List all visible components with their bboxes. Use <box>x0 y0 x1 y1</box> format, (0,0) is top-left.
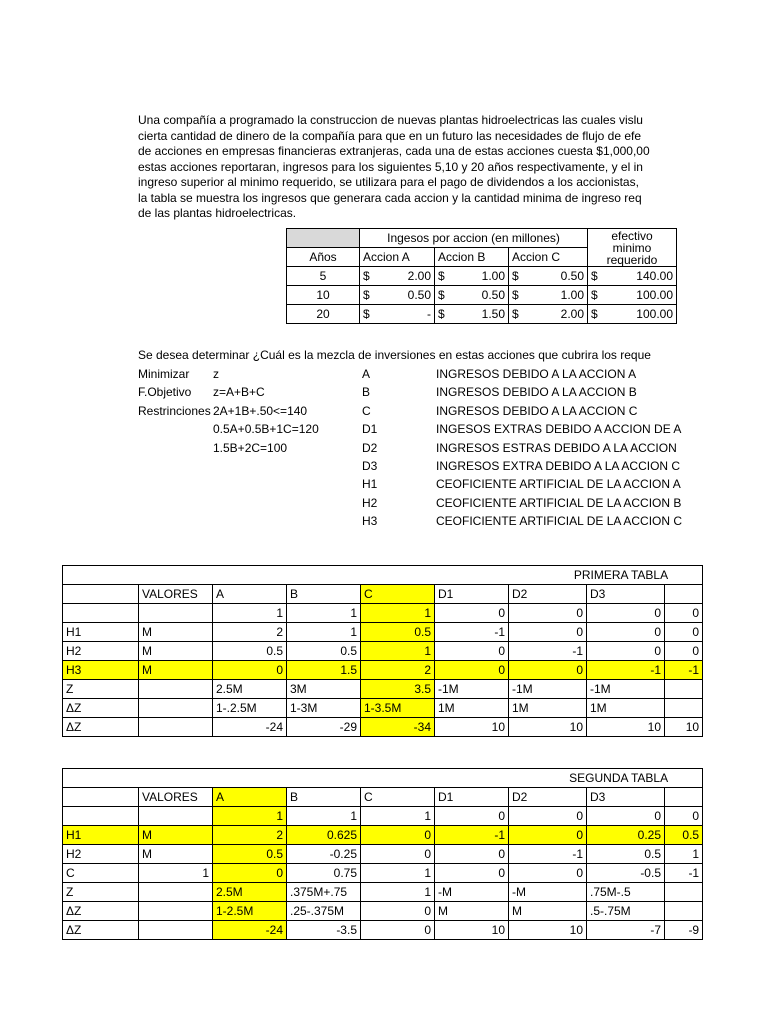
segunda-tabla <box>62 768 700 940</box>
table-cell: 5 <box>287 267 360 286</box>
table-cell: 10 <box>435 718 509 737</box>
table-cell: 0 <box>665 623 703 642</box>
table-row <box>63 585 703 604</box>
table-cell: ΔZ <box>63 921 139 940</box>
table-cell: 1.5 <box>287 661 361 680</box>
table-cell: 0 <box>665 604 703 623</box>
table-cell: 0 <box>509 661 587 680</box>
table-cell: 0.5 <box>665 826 703 845</box>
table-title: SEGUNDA TABLA <box>63 769 703 788</box>
table-cell: B <box>287 585 361 604</box>
accion-b-header: Accion B <box>435 248 509 267</box>
table-cell: ΔZ <box>63 699 139 718</box>
table-cell: 2.5M <box>213 680 287 699</box>
table-cell: ΔZ <box>63 902 139 921</box>
table-cell: 1 <box>361 864 435 883</box>
table-cell: 0 <box>665 807 703 826</box>
table-cell: -24 <box>213 718 287 737</box>
table-cell: 1 <box>287 623 361 642</box>
table-cell: $ 1.50 <box>435 305 509 324</box>
table-row <box>63 680 703 699</box>
table-cell: 3.5 <box>361 680 435 699</box>
table-cell: -1 <box>509 845 587 864</box>
table-cell: VALORES <box>139 585 213 604</box>
table-cell: -1M <box>587 680 665 699</box>
table-row <box>63 604 703 623</box>
table-cell: 0 <box>435 642 509 661</box>
table-cell: 10 <box>509 718 587 737</box>
table-cell <box>139 718 213 737</box>
table-cell: 0 <box>587 623 665 642</box>
table-cell: -1 <box>587 661 665 680</box>
table-cell: 0 <box>509 623 587 642</box>
table-row <box>63 699 703 718</box>
table-cell: M <box>509 902 587 921</box>
table-cell: 10 <box>665 718 703 737</box>
table-cell: D1 <box>435 585 509 604</box>
ingresos-table <box>286 228 673 324</box>
table-cell <box>63 585 139 604</box>
table-cell: 0 <box>587 604 665 623</box>
table-cell: $ 100.00 <box>588 286 677 305</box>
table-cell: -1 <box>435 826 509 845</box>
table-cell: C <box>361 585 435 604</box>
table-cell: 0 <box>361 902 435 921</box>
table-cell: 1 <box>361 807 435 826</box>
table-cell <box>665 902 703 921</box>
table-cell: 3M <box>287 680 361 699</box>
table-cell: -M <box>509 883 587 902</box>
table-cell: 0 <box>509 864 587 883</box>
table-cell: -24 <box>213 921 287 940</box>
table-cell: D2 <box>509 585 587 604</box>
table-cell: 1 <box>213 604 287 623</box>
income-row <box>287 286 677 305</box>
table-cell <box>665 788 703 807</box>
table-cell: 0 <box>509 807 587 826</box>
table-cell: C <box>63 864 139 883</box>
table-cell: M <box>139 826 213 845</box>
table-cell: 0.625 <box>287 826 361 845</box>
table-cell <box>665 699 703 718</box>
table-cell: $ 2.00 <box>509 305 588 324</box>
min-cash-header: efectivo minimo requerido <box>588 229 677 267</box>
table-cell: -1 <box>665 864 703 883</box>
table-cell: 1M <box>435 699 509 718</box>
table-cell: -1 <box>665 661 703 680</box>
table-cell: $ 0.50 <box>360 286 435 305</box>
table-cell: 1 <box>361 604 435 623</box>
table-cell: $ 1.00 <box>435 267 509 286</box>
table-cell <box>665 680 703 699</box>
primera-tabla <box>62 565 700 737</box>
table-cell: 0 <box>435 661 509 680</box>
table-cell: $ - <box>360 305 435 324</box>
model-labels: Minimizar F.Objetivo Restrinciones <box>138 367 211 418</box>
table-cell: 2.5M <box>213 883 287 902</box>
table-row <box>63 845 703 864</box>
table-cell: $ 1.00 <box>509 286 588 305</box>
intro-line: Una compañía a programado la construccion de nuevas plantas hidroelectricas las cuales vislu <box>138 113 643 127</box>
table-cell: 1M <box>509 699 587 718</box>
intro-line: estas acciones reportaran, ingresos para los siguientes 5,10 y 20 años respectivamente, y el in <box>138 159 643 174</box>
table-cell: 2 <box>361 661 435 680</box>
table-cell: H1 <box>63 826 139 845</box>
table-cell: D1 <box>435 788 509 807</box>
table-cell <box>139 699 213 718</box>
table-cell <box>139 883 213 902</box>
model-expressions: z z=A+B+C 2A+1B+.50<=140 0.5A+0.5B+1C=120 1.5B+2C=100 <box>213 367 319 455</box>
table-cell: 0 <box>213 864 287 883</box>
income-row <box>287 305 677 324</box>
table-row <box>63 623 703 642</box>
table-cell: .375M+.75 <box>287 883 361 902</box>
table-cell: 1-.2.5M <box>213 699 287 718</box>
table-cell: $ 140.00 <box>588 267 677 286</box>
table-cell: C <box>361 788 435 807</box>
table-row <box>63 807 703 826</box>
table-cell: 20 <box>287 305 360 324</box>
table-cell: D2 <box>509 788 587 807</box>
table-cell: 2 <box>213 623 287 642</box>
table-cell: 0.5 <box>213 642 287 661</box>
table-cell: 0 <box>665 642 703 661</box>
table-cell <box>139 680 213 699</box>
table-cell: A <box>213 585 287 604</box>
table-cell: 0 <box>361 845 435 864</box>
table-cell: H2 <box>63 642 139 661</box>
table-cell: 10 <box>435 921 509 940</box>
table-cell: -29 <box>287 718 361 737</box>
table-cell: Z <box>63 680 139 699</box>
table-cell: -0.5 <box>587 864 665 883</box>
table-cell: H1 <box>63 623 139 642</box>
table-cell: M <box>139 642 213 661</box>
table-cell: 10 <box>287 286 360 305</box>
table-cell <box>63 788 139 807</box>
table-cell: VALORES <box>139 788 213 807</box>
table-cell: D3 <box>587 788 665 807</box>
table-cell: -34 <box>361 718 435 737</box>
table-cell <box>665 883 703 902</box>
table-cell: 10 <box>509 921 587 940</box>
table-cell: B <box>287 788 361 807</box>
table-cell: 1 <box>139 864 213 883</box>
table-cell: -M <box>435 883 509 902</box>
intro-line: de las plantas hidroelectricas. <box>138 206 297 220</box>
question-text: Se desea determinar ¿Cuál es la mezcla de inversiones en estas acciones que cubrira los reque <box>138 348 651 362</box>
income-row <box>287 267 677 286</box>
table-cell <box>139 902 213 921</box>
table-cell: A <box>213 788 287 807</box>
table-cell: $ 100.00 <box>588 305 677 324</box>
table-row <box>63 718 703 737</box>
table-cell <box>139 604 213 623</box>
table-cell: 0.25 <box>587 826 665 845</box>
table-row <box>63 902 703 921</box>
table-cell: -1M <box>435 680 509 699</box>
table-cell: 1M <box>587 699 665 718</box>
table-cell <box>63 807 139 826</box>
table-cell: 0.5 <box>361 623 435 642</box>
table-cell: 0.5 <box>587 845 665 864</box>
table-cell: 0 <box>361 921 435 940</box>
table-cell: 0 <box>361 826 435 845</box>
table-cell: 1-3.5M <box>361 699 435 718</box>
blank-header-cell <box>287 229 360 248</box>
table-cell: 2 <box>213 826 287 845</box>
table-cell: $ 0.50 <box>509 267 588 286</box>
table-row <box>63 661 703 680</box>
table-cell: 0.5 <box>213 845 287 864</box>
model-descriptions: INGRESOS DEBIDO A LA ACCION A INGRESOS DEBIDO A LA ACCION B INGRESOS DEBIDO A LA ACCION C INGESOS EXTRAS DEBIDO A ACCION DE A INGRESOS ESTRAS DEBIDO A LA ACCION INGRESOS EXTRA DEBIDO A LA ACCION C CEOFICIENTE ARTIFICIAL DE LA ACCION A CEOFICIENTE ARTIFICIAL DE LA ACCION B CEOFICIENTE ARTIFICIAL DE LA ACCION C <box>436 367 683 529</box>
problem-statement <box>138 113 678 222</box>
table-cell: 0 <box>435 807 509 826</box>
table-cell: 1 <box>287 604 361 623</box>
table-cell: $ 2.00 <box>360 267 435 286</box>
table-cell: 0 <box>213 661 287 680</box>
table-cell: D3 <box>587 585 665 604</box>
table-cell: 1 <box>287 807 361 826</box>
table-row <box>63 826 703 845</box>
intro-line: cierta cantidad de dinero de la compañía para que en un futuro las necesidades de flujo de efe <box>138 128 642 143</box>
table-cell: 0 <box>435 845 509 864</box>
income-group-header: Ingesos por accion (en millones) <box>360 229 588 248</box>
table-cell: -7 <box>587 921 665 940</box>
table-cell: 1 <box>213 807 287 826</box>
table-cell: -0.25 <box>287 845 361 864</box>
accion-a-header: Accion A <box>360 248 435 267</box>
table-title: PRIMERA TABLA <box>63 566 703 585</box>
years-header: Años <box>287 248 360 267</box>
table-cell: 10 <box>587 718 665 737</box>
table-cell: H3 <box>63 661 139 680</box>
table-cell: .5-.75M <box>587 902 665 921</box>
table-cell: 0.75 <box>287 864 361 883</box>
table-cell: $ 0.50 <box>435 286 509 305</box>
table-cell: -1 <box>509 642 587 661</box>
table-cell: M <box>139 661 213 680</box>
table-cell <box>139 921 213 940</box>
table-cell: 0 <box>435 604 509 623</box>
model-variables: A B C D1 D2 D3 H1 H2 H3 <box>362 367 378 529</box>
table-cell: ΔZ <box>63 718 139 737</box>
table-cell: 1-2.5M <box>213 902 287 921</box>
table-row <box>63 864 703 883</box>
table-cell: H2 <box>63 845 139 864</box>
table-cell: 0 <box>435 864 509 883</box>
table-cell: -1 <box>435 623 509 642</box>
table-cell: 1 <box>361 883 435 902</box>
intro-line: la tabla se muestra los ingresos que generara cada accion y la cantidad minima de ingreso req <box>138 190 642 205</box>
table-cell: M <box>139 845 213 864</box>
table-cell: 0.5 <box>287 642 361 661</box>
table-cell: Z <box>63 883 139 902</box>
accion-c-header: Accion C <box>509 248 588 267</box>
table-cell: 0 <box>587 807 665 826</box>
table-cell: 0 <box>587 642 665 661</box>
table-cell: .75M-.5 <box>587 883 665 902</box>
table-cell: 0 <box>509 826 587 845</box>
table-cell: .25-.375M <box>287 902 361 921</box>
table-cell <box>63 604 139 623</box>
table-cell: 1 <box>361 642 435 661</box>
table-cell: -9 <box>665 921 703 940</box>
table-row <box>63 642 703 661</box>
table-cell: -1M <box>509 680 587 699</box>
table-row <box>63 921 703 940</box>
table-cell: M <box>435 902 509 921</box>
table-cell <box>139 807 213 826</box>
table-cell: 1-3M <box>287 699 361 718</box>
intro-line: ingreso superior al minimo requerido, se utilizara para el pago de dividendos a los accionistas, <box>138 175 639 189</box>
table-cell: 1 <box>665 845 703 864</box>
table-cell: 0 <box>509 604 587 623</box>
table-cell <box>665 585 703 604</box>
table-cell: M <box>139 623 213 642</box>
table-row <box>63 788 703 807</box>
table-cell: -3.5 <box>287 921 361 940</box>
table-row <box>63 883 703 902</box>
intro-line: de acciones en empresas financieras extranjeras, cada una de estas acciones cuesta $1,000,00 <box>138 144 650 158</box>
